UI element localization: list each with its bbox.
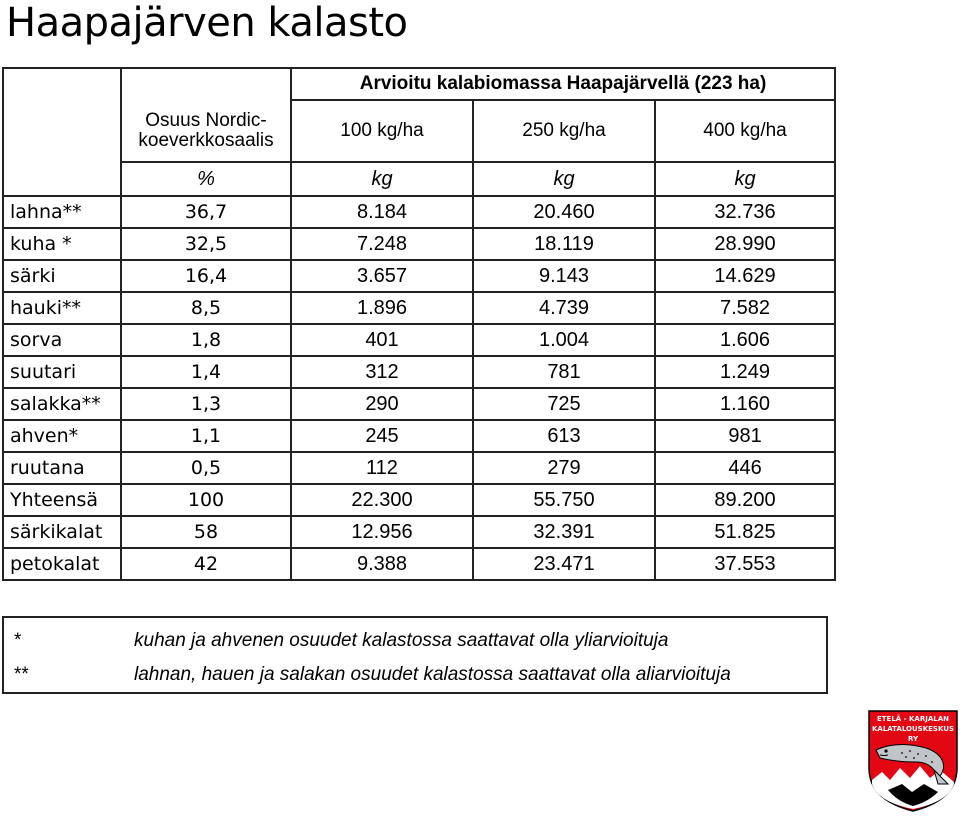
species-name-cell: suutari <box>3 356 121 388</box>
table-row <box>3 516 835 548</box>
table-row <box>3 548 835 580</box>
biomass-100-cell: 3.657 <box>291 260 473 292</box>
share-cell: 1,3 <box>121 388 291 420</box>
biomass-250-cell: 4.739 <box>473 292 655 324</box>
biomass-400-cell: 51.825 <box>655 516 835 548</box>
biomass-250-cell: 781 <box>473 356 655 388</box>
biomass-400-cell: 28.990 <box>655 228 835 260</box>
biomass-250-cell: 18.119 <box>473 228 655 260</box>
table-row <box>3 484 835 516</box>
share-cell: 32,5 <box>121 228 291 260</box>
species-name-cell: ahven* <box>3 420 121 452</box>
biomass-400-cell: 14.629 <box>655 260 835 292</box>
biomass-100-cell: 245 <box>291 420 473 452</box>
share-header: Osuus Nordic-koeverkkosaalis <box>121 100 291 162</box>
footnote-text: kuhan ja ahvenen osuudet kalastossa saattavat olla yliarvioituja <box>134 630 669 651</box>
biomass-100-cell: 12.956 <box>291 516 473 548</box>
unit-250: kg <box>473 162 655 196</box>
unit-share: % <box>121 162 291 196</box>
footnotes-box <box>2 616 828 694</box>
table-row <box>3 356 835 388</box>
biomass-100-cell: 9.388 <box>291 548 473 580</box>
biomass-400-cell: 1.249 <box>655 356 835 388</box>
biomass-250-cell: 725 <box>473 388 655 420</box>
biomass-100-cell: 1.896 <box>291 292 473 324</box>
biomass-250-cell: 32.391 <box>473 516 655 548</box>
share-cell: 1,1 <box>121 420 291 452</box>
table-row <box>3 388 835 420</box>
density-header-250: 250 kg/ha <box>473 100 655 162</box>
table-row <box>3 324 835 356</box>
biomass-250-cell: 9.143 <box>473 260 655 292</box>
biomass-250-cell: 23.471 <box>473 548 655 580</box>
header-empty-cell <box>3 68 121 196</box>
footnote <box>4 624 826 658</box>
table-row <box>3 260 835 292</box>
logo-line-1: ETELÄ - KARJALAN <box>877 715 949 723</box>
biomass-400-cell: 7.582 <box>655 292 835 324</box>
unit-400: kg <box>655 162 835 196</box>
share-cell: 36,7 <box>121 196 291 228</box>
species-name-cell: kuha * <box>3 228 121 260</box>
biomass-100-cell: 401 <box>291 324 473 356</box>
organization-logo <box>868 710 958 812</box>
share-cell: 42 <box>121 548 291 580</box>
species-name-cell: särki <box>3 260 121 292</box>
footnote-mark: ** <box>14 664 29 685</box>
header-blank-share <box>121 68 291 100</box>
unit-100: kg <box>291 162 473 196</box>
table-row <box>3 292 835 324</box>
table-row <box>3 196 835 228</box>
biomass-250-cell: 20.460 <box>473 196 655 228</box>
table-row <box>3 452 835 484</box>
density-header-400: 400 kg/ha <box>655 100 835 162</box>
share-cell: 8,5 <box>121 292 291 324</box>
biomass-400-cell: 981 <box>655 420 835 452</box>
logo-line-2: KALATALOUSKESKUS RY <box>872 725 954 743</box>
biomass-100-cell: 22.300 <box>291 484 473 516</box>
share-cell: 0,5 <box>121 452 291 484</box>
table-row <box>3 420 835 452</box>
biomass-100-cell: 290 <box>291 388 473 420</box>
share-cell: 1,8 <box>121 324 291 356</box>
biomass-100-cell: 8.184 <box>291 196 473 228</box>
biomass-100-cell: 112 <box>291 452 473 484</box>
table-row <box>3 228 835 260</box>
biomass-400-cell: 89.200 <box>655 484 835 516</box>
biomass-250-cell: 613 <box>473 420 655 452</box>
fish-biomass-table <box>2 67 836 581</box>
species-name-cell: salakka** <box>3 388 121 420</box>
biomass-250-cell: 1.004 <box>473 324 655 356</box>
footnote-mark: * <box>14 630 22 651</box>
density-header-100: 100 kg/ha <box>291 100 473 162</box>
biomass-title: Arvioitu kalabiomassa Haapajärvellä (223 ha) <box>291 68 835 100</box>
species-name-cell: sorva <box>3 324 121 356</box>
share-cell: 16,4 <box>121 260 291 292</box>
species-name-cell: ruutana <box>3 452 121 484</box>
biomass-400-cell: 37.553 <box>655 548 835 580</box>
biomass-400-cell: 446 <box>655 452 835 484</box>
biomass-100-cell: 7.248 <box>291 228 473 260</box>
share-cell: 1,4 <box>121 356 291 388</box>
species-name-cell: Yhteensä <box>3 484 121 516</box>
share-cell: 58 <box>121 516 291 548</box>
species-name-cell: petokalat <box>3 548 121 580</box>
biomass-250-cell: 55.750 <box>473 484 655 516</box>
species-name-cell: särkikalat <box>3 516 121 548</box>
biomass-400-cell: 32.736 <box>655 196 835 228</box>
species-name-cell: lahna** <box>3 196 121 228</box>
footnote-text: lahnan, hauen ja salakan osuudet kalastossa saattavat olla aliarvioituja <box>134 664 731 685</box>
biomass-400-cell: 1.606 <box>655 324 835 356</box>
biomass-250-cell: 279 <box>473 452 655 484</box>
biomass-100-cell: 312 <box>291 356 473 388</box>
share-cell: 100 <box>121 484 291 516</box>
footnote <box>4 658 826 692</box>
page-title: Haapajärven kalasto <box>6 0 408 46</box>
biomass-400-cell: 1.160 <box>655 388 835 420</box>
species-name-cell: hauki** <box>3 292 121 324</box>
